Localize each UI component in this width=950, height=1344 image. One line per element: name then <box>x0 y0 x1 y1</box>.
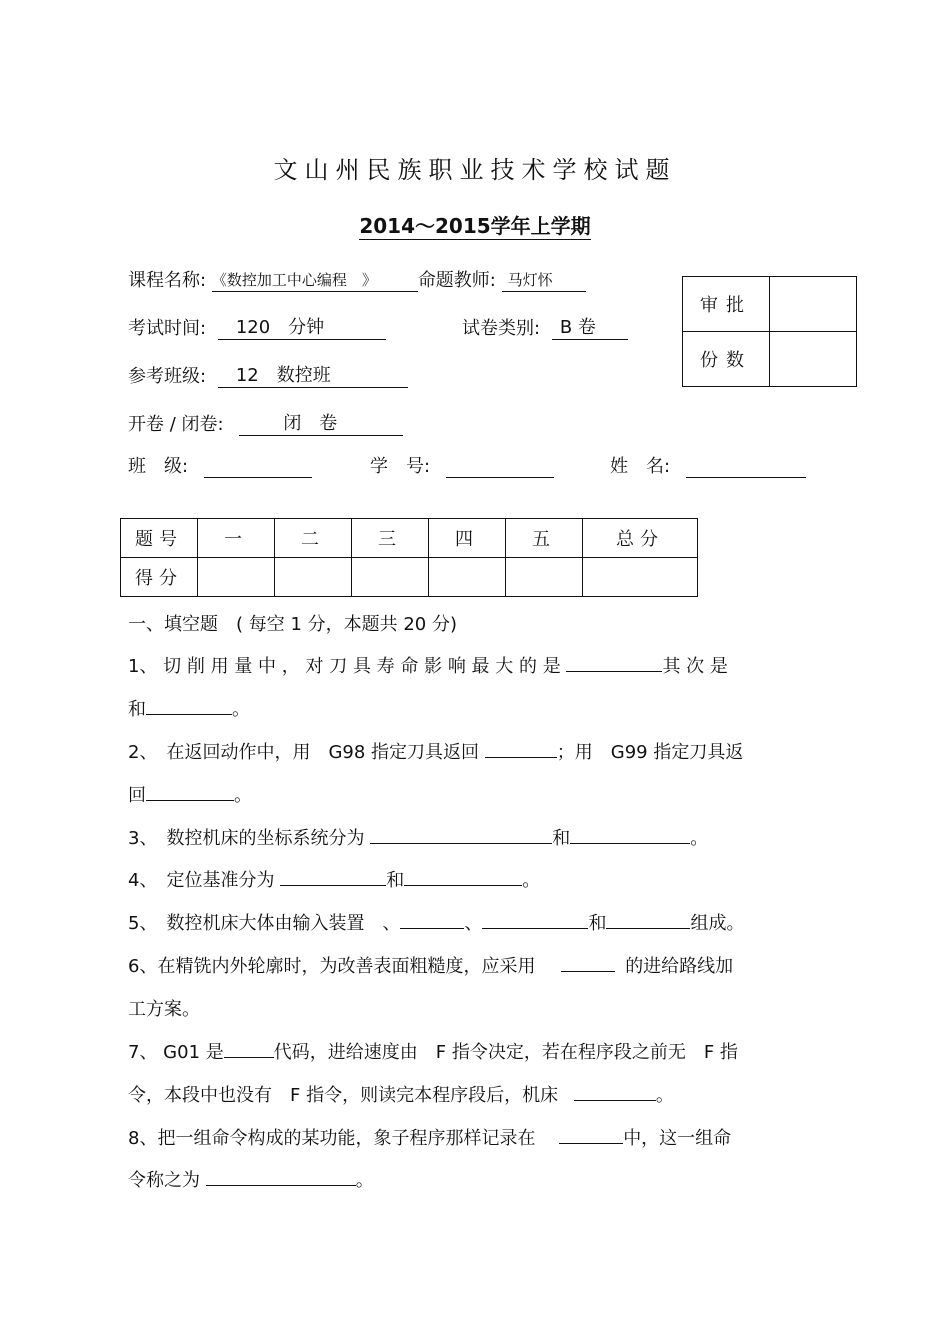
time-label: 考试时间: <box>128 318 207 339</box>
course-value: 《数控加工中心编程 》 <box>212 269 418 292</box>
question-2-line-1 <box>128 738 743 764</box>
student-name-label: 姓 名: <box>610 456 671 477</box>
answer-blank[interactable] <box>404 867 522 886</box>
question-6-line-1 <box>128 952 733 978</box>
question-5 <box>128 909 744 935</box>
teacher-label: 命题教师: <box>417 270 496 291</box>
question-text: 8、把一组命令构成的某功能，象子程序那样记录在 <box>128 1128 536 1149</box>
question-text: 7、 G01 是 <box>128 1042 224 1063</box>
score-value-row <box>121 558 698 597</box>
teacher-value: 马灯怀 <box>502 269 586 292</box>
open-closed-value: 闭 卷 <box>239 413 403 436</box>
student-name-blank[interactable] <box>686 455 806 478</box>
answer-blank[interactable] <box>606 910 690 929</box>
paper-type-row <box>462 314 628 340</box>
question-text: 。 <box>234 785 252 806</box>
copies-cell[interactable] <box>770 332 857 387</box>
score-cell[interactable] <box>352 558 429 597</box>
question-text: 其 次 是 <box>662 656 728 677</box>
score-cell[interactable] <box>583 558 698 597</box>
student-name-field <box>610 452 806 478</box>
question-6-line-2: 工方案。 <box>128 999 200 1020</box>
paper-type-label: 试卷类别: <box>462 318 541 339</box>
question-text: 4、 定位基准分为 <box>128 870 275 891</box>
question-2-line-2 <box>128 781 252 807</box>
answer-blank[interactable] <box>400 910 464 929</box>
student-id-blank[interactable] <box>446 455 554 478</box>
approval-cell[interactable] <box>770 277 857 332</box>
paper-type-value: B 卷 <box>552 317 628 340</box>
approval-label: 审批 <box>683 277 770 332</box>
question-text: 回 <box>128 785 146 806</box>
question-text: ；用 G99 指定刀具返 <box>556 742 744 763</box>
score-header-cell: 总分 <box>583 519 698 558</box>
answer-blank[interactable] <box>561 953 615 972</box>
question-text: 、 <box>464 913 483 934</box>
answer-blank[interactable] <box>570 825 690 844</box>
student-id-field <box>370 452 554 478</box>
question-8-line-2 <box>128 1166 374 1192</box>
section-heading: 一、填空题 ( 每空 1 分，本题共 20 分) <box>128 614 458 635</box>
question-text: 5、 数控机床大体由输入装置 、 <box>128 913 401 934</box>
question-text: 和 <box>128 699 146 720</box>
score-cell[interactable] <box>506 558 583 597</box>
exam-term-text: 2014～2015学年上学期 <box>359 214 591 238</box>
score-table <box>120 518 698 597</box>
score-header-cell: 题号 <box>121 519 198 558</box>
question-text: 和 <box>588 913 607 934</box>
score-header-cell: 二 <box>275 519 352 558</box>
answer-blank[interactable] <box>574 1082 656 1101</box>
question-text: 3、 数控机床的坐标系统分为 <box>128 828 365 849</box>
answer-blank[interactable] <box>559 1125 623 1144</box>
score-row-label: 得分 <box>121 558 198 597</box>
score-cell[interactable] <box>429 558 506 597</box>
answer-blank[interactable] <box>482 910 588 929</box>
exam-title: 文山州民族职业技术学校试题 <box>273 156 677 184</box>
student-id-label: 学 号: <box>370 456 431 477</box>
question-text: 。 <box>232 699 250 720</box>
course-label: 课程名称: <box>128 270 207 291</box>
class-value: 12 数控班 <box>218 365 408 388</box>
question-1-line-1 <box>128 652 728 678</box>
question-text: 令称之为 <box>128 1170 200 1191</box>
score-header-cell: 三 <box>352 519 429 558</box>
student-class-field <box>128 452 312 478</box>
question-text: 6、在精铣内外轮廓时，为改善表面粗糙度，应采用 <box>128 956 536 977</box>
score-cell[interactable] <box>275 558 352 597</box>
time-value: 120 分钟 <box>218 317 386 340</box>
answer-blank[interactable] <box>146 696 232 715</box>
course-row <box>128 266 586 292</box>
score-header-cell: 五 <box>506 519 583 558</box>
question-1-line-2 <box>128 695 250 721</box>
open-closed-label: 开卷 / 闭卷: <box>128 414 224 435</box>
score-cell[interactable] <box>198 558 275 597</box>
score-header-cell: 一 <box>198 519 275 558</box>
question-text: 2、 在返回动作中，用 G98 指定刀具返回 <box>128 742 480 763</box>
answer-blank[interactable] <box>370 825 552 844</box>
question-7-line-2 <box>128 1081 674 1107</box>
score-header-row <box>121 519 698 558</box>
question-text: 。 <box>355 1170 374 1191</box>
question-8-line-1 <box>128 1124 731 1150</box>
question-text: 和 <box>552 828 571 849</box>
answer-blank[interactable] <box>280 867 386 886</box>
exam-term <box>0 210 950 239</box>
open-closed-row <box>128 410 403 436</box>
answer-blank[interactable] <box>566 653 662 672</box>
question-text: 代码，进给速度由 F 指令决定，若在程序段之前无 F 指 <box>273 1042 738 1063</box>
question-text: 组成。 <box>690 913 745 934</box>
question-4 <box>128 866 540 892</box>
score-header-cell: 四 <box>429 519 506 558</box>
student-class-blank[interactable] <box>204 455 312 478</box>
class-label: 参考班级: <box>128 366 207 387</box>
answer-blank[interactable] <box>206 1167 356 1186</box>
time-row <box>128 314 386 340</box>
answer-blank[interactable] <box>146 782 234 801</box>
question-3 <box>128 824 708 850</box>
question-text: 中，这一组命 <box>623 1128 732 1149</box>
answer-blank[interactable] <box>224 1039 274 1058</box>
question-text: 。 <box>655 1085 674 1106</box>
question-text: 。 <box>522 870 541 891</box>
question-text: 和 <box>386 870 405 891</box>
question-text: 令，本段中也没有 F 指令，则读完本程序段后，机床 <box>128 1085 559 1106</box>
question-7-line-1 <box>128 1038 738 1064</box>
copies-label: 份数 <box>683 332 770 387</box>
answer-blank[interactable] <box>485 739 557 758</box>
question-text: 的进给路线加 <box>625 956 734 977</box>
student-class-label: 班 级: <box>128 456 189 477</box>
question-text: 。 <box>690 828 709 849</box>
class-row <box>128 362 408 388</box>
question-text: 1、 切 削 用 量 中 ， 对 刀 具 寿 命 影 响 最 大 的 是 <box>128 656 561 677</box>
approval-table <box>682 276 857 387</box>
